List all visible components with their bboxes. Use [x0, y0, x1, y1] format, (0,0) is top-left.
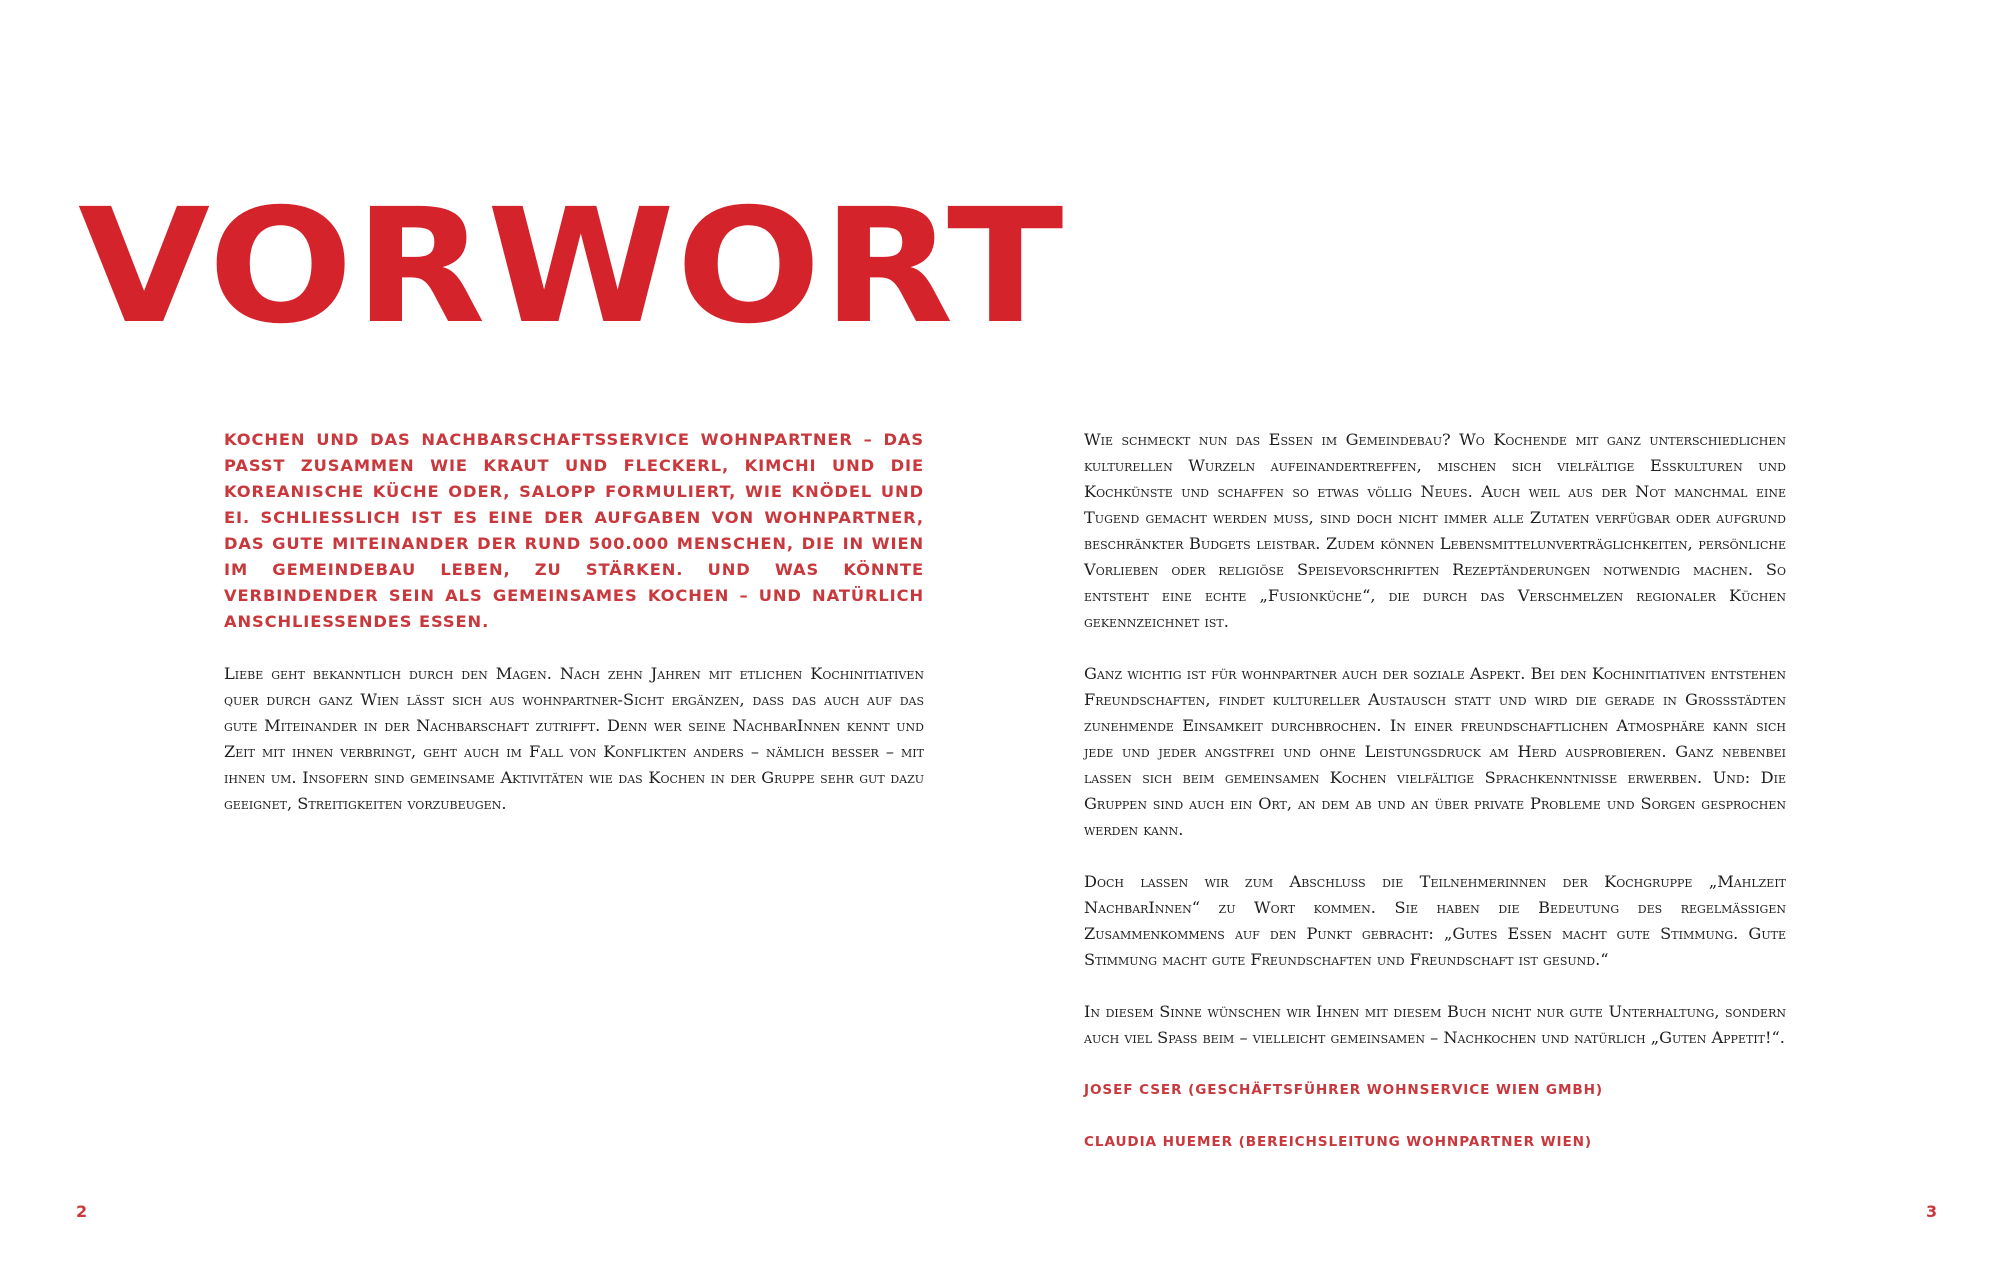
page-title: VORWORT: [78, 175, 1065, 359]
body-paragraph: In diesem Sinne wünschen wir Ihnen mit diesem Buch nicht nur gute Unterhaltung, sondern auch viel Spaß beim – vielleicht gemeinsamen – Nachkochen und natürlich „Guten Appetit!“.: [1084, 1002, 1786, 1047]
signature-line: JOSEF CSER (GESCHÄFTSFÜHRER WOHNSERVICE WIEN GMBH): [1084, 1082, 1604, 1098]
page-number-left: 2: [76, 1202, 88, 1221]
signature-line: CLAUDIA HUEMER (BEREICHSLEITUNG WOHNPARTNER WIEN): [1084, 1134, 1593, 1150]
left-text-column: [224, 427, 924, 843]
body-paragraph: Ganz wichtig ist für wohnpartner auch der soziale Aspekt. Bei den Kochinitiativen entstehen Freundschaften, findet kultureller Austausch statt und wird die gerade in Großstädten zunehmende Einsamkeit durchbrochen. In einer freundschaftlichen Atmosphäre kann sich jede und jeder angstfrei und ohne Leistungsdruck am Herd ausprobieren. Ganz nebenbei lassen sich beim gemeinsamen Kochen vielfältige Sprachkenntnisse erwerben. Und: Die Gruppen sind auch ein Ort, an dem ab und an über private Probleme und Sorgen gesprochen werden kann.: [1084, 664, 1786, 839]
body-paragraph: Liebe geht bekanntlich durch den Magen. Nach zehn Jahren mit etlichen Kochinitiativen quer durch ganz Wien lässt sich aus wohnpartner-Sicht ergänzen, dass das auch auf das gute Miteinander in der Nachbarschaft zutrifft. Denn wer seine NachbarInnen kennt und Zeit mit ihnen verbringt, geht auch im Fall von Konflikten anders – nämlich besser – mit ihnen um. Insofern sind gemeinsame Aktivitäten wie das Kochen in der Gruppe sehr gut dazu geeignet, Streitigkeiten vorzubeugen.: [224, 664, 924, 813]
right-text-column: [1084, 427, 1786, 1181]
body-paragraph: Wie schmeckt nun das Essen im Gemeindebau? Wo Kochende mit ganz unterschiedlichen kulturellen Wurzeln aufeinandertreffen, mischen sich vielfältige Esskulturen und Kochkünste und schaffen so etwas völlig Neues. Auch weil aus der Not manchmal eine Tugend gemacht werden muss, sind doch nicht immer alle Zutaten verfügbar oder aufgrund beschränkter Budgets leistbar. Zudem können Lebensmittelunverträglichkeiten, persönliche Vorlieben oder religiöse Speisevorschriften Rezeptänderungen notwendig machen. So entsteht eine echte „Fusionküche“, die durch das Verschmelzen regionaler Küchen gekennzeichnet ist.: [1084, 430, 1786, 631]
page-number-right: 3: [1926, 1202, 1938, 1221]
lead-paragraph: KOCHEN UND DAS NACHBARSCHAFTSSERVICE WOHNPARTNER – DAS PASST ZUSAMMEN WIE KRAUT UND FLECKERL, KIMCHI UND DIE KOREANISCHE KÜCHE ODER, SALOPP FORMULIERT, WIE KNÖDEL UND EI. SCHLIESSLICH IST ES EINE DER AUFGABEN VON WOHNPARTNER, DAS GUTE MITEINANDER DER RUND 500.000 MENSCHEN, DIE IN WIEN IM GEMEINDEBAU LEBEN, ZU STÄRKEN. UND WAS KÖNNTE VERBINDENDER SEIN ALS GEMEINSAMES KOCHEN – UND NATÜRLICH ANSCHLIESSENDES ESSEN.: [224, 430, 924, 631]
body-paragraph: Doch lassen wir zum Abschluss die Teilnehmerinnen der Kochgruppe „Mahlzeit NachbarInnen“ zu Wort kommen. Sie haben die Bedeutung des regelmäßigen Zusammenkommens auf den Punkt gebracht: „Gutes Essen macht gute Stimmung. Gute Stimmung macht gute Freundschaften und Freundschaft ist gesund.“: [1084, 872, 1786, 969]
